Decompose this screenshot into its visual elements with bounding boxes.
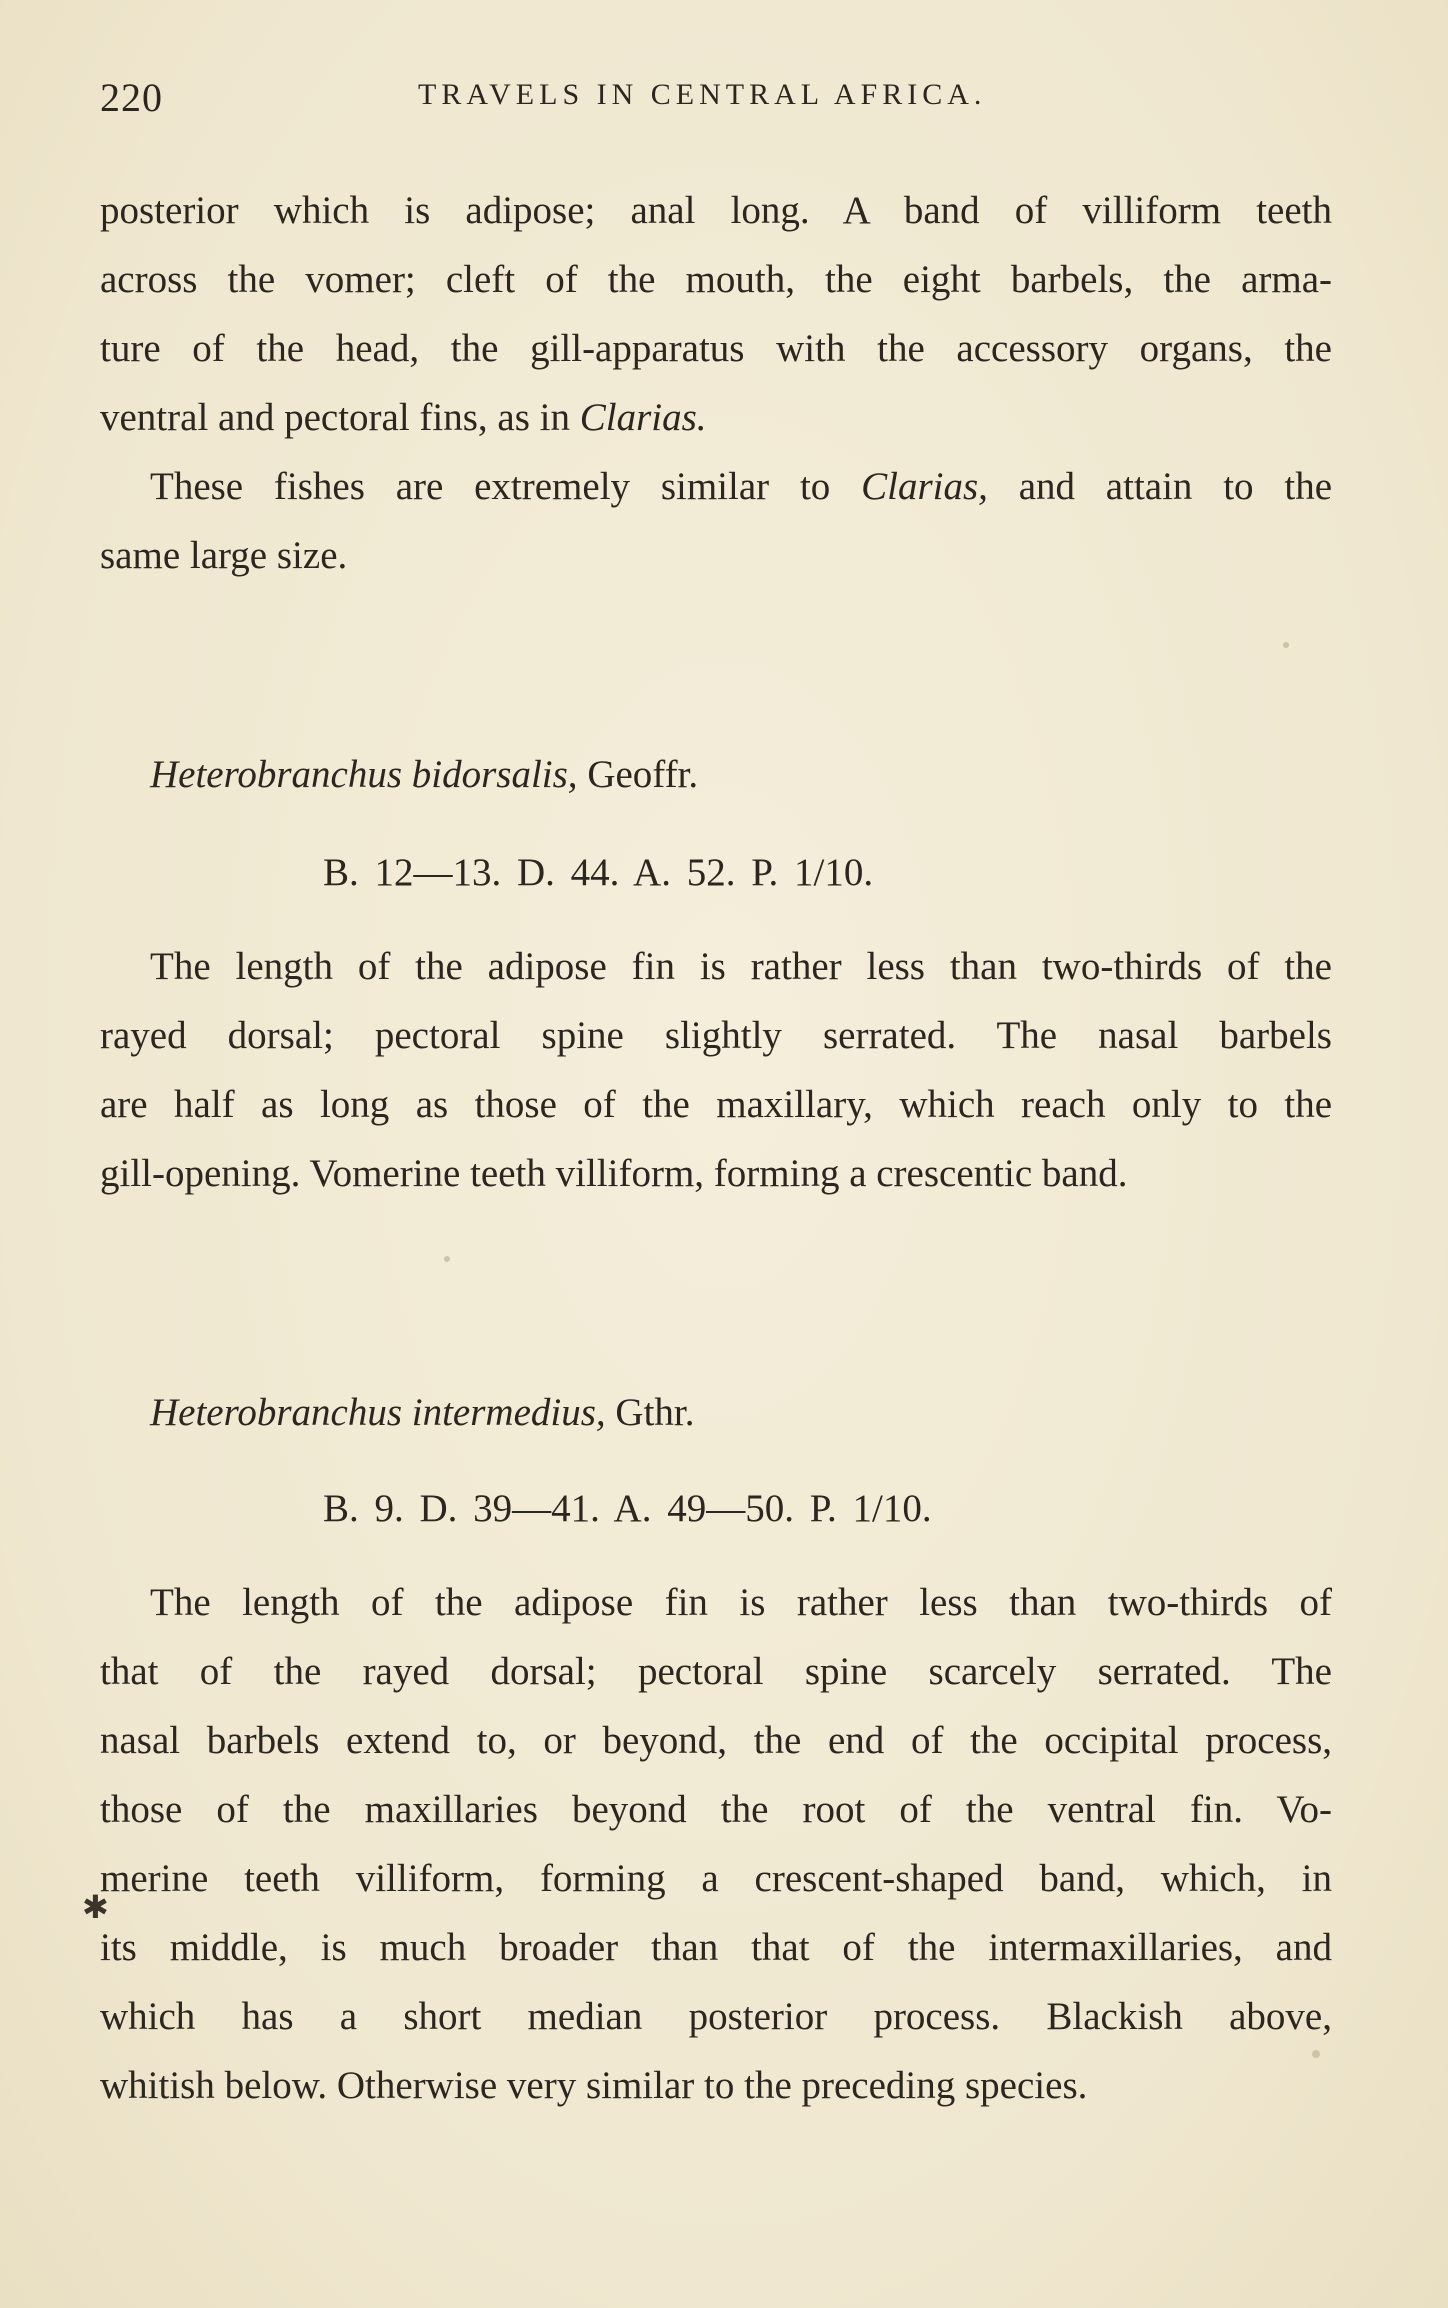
page-number: 220 xyxy=(100,75,163,120)
text-line: whitish below. Otherwise very similar to the preceding species. xyxy=(100,2064,1088,2107)
text-line: posterior which is adipose; anal long. A band of villiform teeth xyxy=(100,189,1332,232)
species-epithet: bidorsalis, xyxy=(411,753,578,796)
text-line: which has a short median posterior process. Blackish above, xyxy=(100,1995,1332,2038)
text-line: ture of the head, the gill-apparatus with the accessory organs, the xyxy=(100,327,1332,370)
text-line: rayed dorsal; pectoral spine slightly serrated. The nasal barbels xyxy=(100,1014,1332,1057)
text-line: ventral and pectoral fins, as in Clarias. xyxy=(100,396,707,439)
species-genus: Heterobranchus xyxy=(150,1391,403,1434)
genus-name: Clarias. xyxy=(579,396,707,439)
paper-speck xyxy=(444,1256,450,1262)
text-line: its middle, is much broader than that of the intermaxillaries, and xyxy=(100,1926,1332,1969)
text-line: The length of the adipose fin is rather less than two-thirds of the xyxy=(150,945,1332,988)
paper-speck xyxy=(1312,2050,1320,2058)
text-line: across the vomer; cleft of the mouth, the eight barbels, the arma- xyxy=(100,258,1332,301)
text-line: same large size. xyxy=(100,534,348,577)
text-line: are half as long as those of the maxillary, which reach only to the xyxy=(100,1083,1332,1126)
text-line: merine teeth villiform, forming a crescent-shaped band, which, in xyxy=(100,1857,1332,1900)
page-header xyxy=(100,74,1332,124)
species-heading-bidorsalis xyxy=(150,752,698,797)
fin-formula-bidorsalis: B. 12—13. D. 44. A. 52. P. 1/10. xyxy=(323,851,874,894)
species-genus: Heterobranchus xyxy=(150,753,403,796)
text-line: These fishes are extremely similar to Clarias, and attain to the xyxy=(150,465,1333,508)
text-line: those of the maxillaries beyond the root of the ventral fin. Vo- xyxy=(100,1788,1332,1831)
species-heading-intermedius xyxy=(150,1390,695,1435)
description-bidorsalis xyxy=(100,932,1332,1208)
running-head: TRAVELS IN CENTRAL AFRICA. xyxy=(418,78,987,111)
text-line: The length of the adipose fin is rather less than two-thirds of xyxy=(150,1581,1332,1624)
description-intermedius xyxy=(100,1568,1332,2120)
text-line: that of the rayed dorsal; pectoral spine scarcely serrated. The xyxy=(100,1650,1332,1693)
similarity-paragraph xyxy=(100,452,1332,590)
species-author: Geoffr. xyxy=(587,753,699,796)
text-line: nasal barbels extend to, or beyond, the end of the occipital process, xyxy=(100,1719,1332,1762)
paper-speck xyxy=(1283,642,1289,648)
margin-mark-icon: ✱ xyxy=(82,1889,109,1925)
text-line: gill-opening. Vomerine teeth villiform, forming a crescentic band. xyxy=(100,1152,1128,1195)
continuation-paragraph xyxy=(100,176,1332,452)
genus-name: Clarias, xyxy=(861,465,988,508)
species-author: Gthr. xyxy=(615,1391,695,1434)
fin-formula-intermedius: B. 9. D. 39—41. A. 49—50. P. 1/10. xyxy=(323,1487,932,1530)
species-epithet: intermedius, xyxy=(411,1391,606,1434)
